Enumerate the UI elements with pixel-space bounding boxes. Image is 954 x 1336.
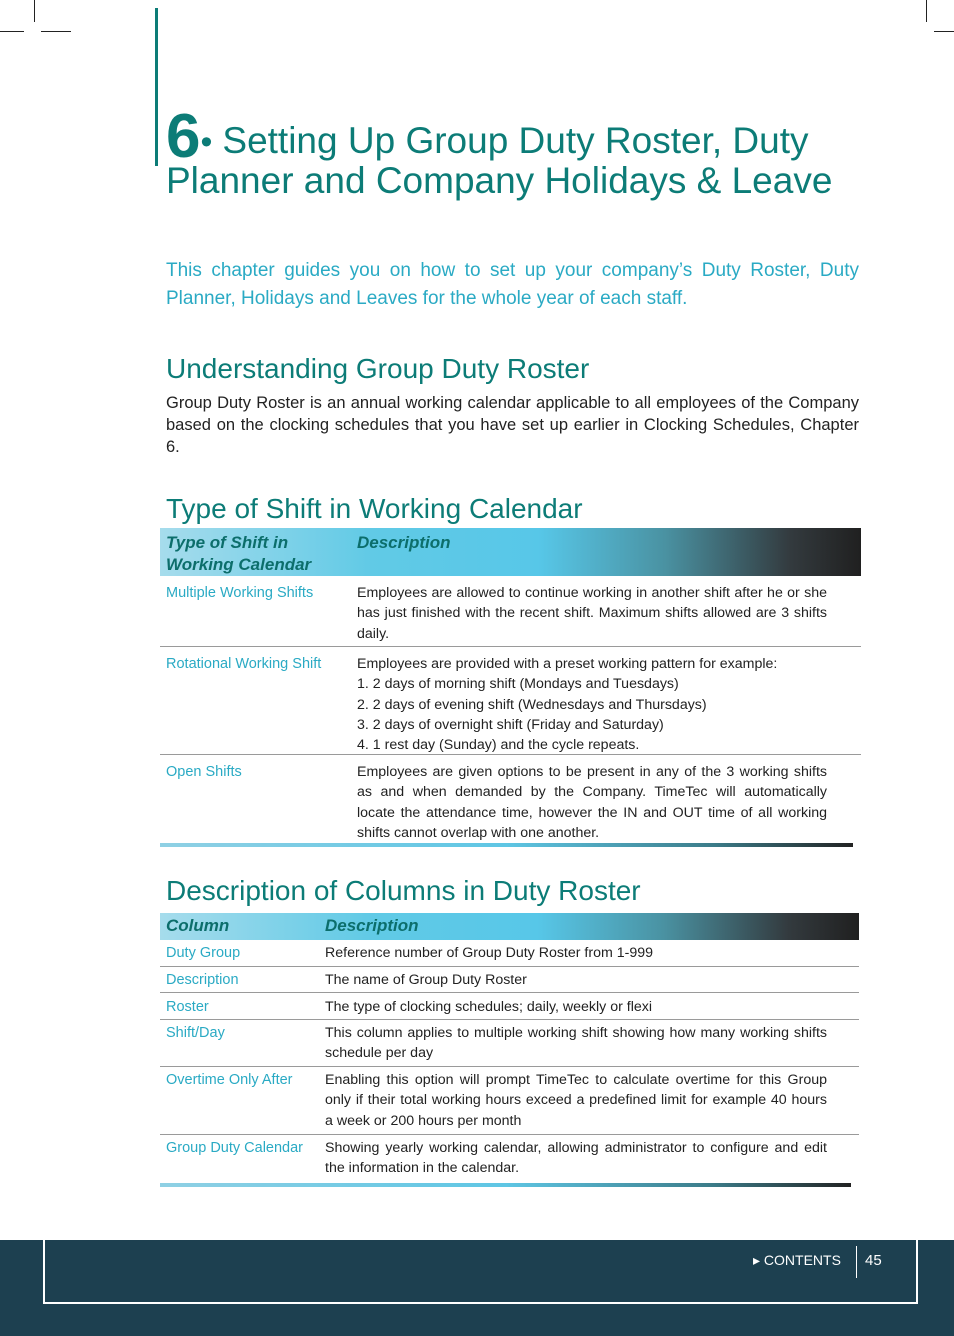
- list-item: 3. 2 days of overnight shift (Friday and Saturday): [357, 716, 664, 733]
- table-row: [160, 1067, 859, 1135]
- row-label: Overtime Only After: [166, 1072, 293, 1088]
- crop-mark: [34, 0, 35, 22]
- row-description: The name of Group Duty Roster: [325, 972, 527, 988]
- crop-mark: [926, 0, 927, 22]
- row-label: Shift/Day: [166, 1025, 225, 1041]
- columns-table: [160, 913, 859, 1187]
- crop-mark: [41, 31, 71, 32]
- table-row: [160, 993, 859, 1020]
- row-description: Showing yearly working calendar, allowing administrator to configure and edit the information in the calendar.: [325, 1140, 827, 1177]
- table-header: [160, 528, 861, 576]
- row-label: Description: [166, 972, 239, 988]
- section-heading-understanding: Understanding Group Duty Roster: [166, 353, 590, 384]
- table-header: [160, 913, 859, 940]
- chapter-title-text: Setting Up Group Duty Roster, Duty Planner and Company Holidays & Leave: [166, 120, 833, 201]
- page-footer: [0, 1240, 954, 1336]
- chapter-title: [166, 102, 861, 201]
- row-description: Employees are allowed to continue working in another shift after he or she has just finished with the recent shift. Maximum shifts allowed are 3 shifts daily.: [357, 585, 827, 642]
- list-item: 4. 1 rest day (Sunday) and the cycle repeats.: [357, 737, 640, 754]
- row-label: Multiple Working Shifts: [166, 585, 314, 601]
- row-description: Employees are given options to be present in any of the 3 working shifts as and when demanded by the Company. TimeTec will automatically locate the attendance time, however the IN and OUT time of all working shifts cannot overlap with one another.: [357, 764, 827, 841]
- row-label: Duty Group: [166, 945, 241, 961]
- chapter-number: 6: [166, 102, 201, 171]
- row-description: [357, 647, 827, 761]
- section-body-understanding: Group Duty Roster is an annual working calendar applicable to all employees of the Company based on the clocking schedules that you have set up earlier in Clocking Schedules, Chapter 6.: [166, 394, 859, 456]
- row-description: Reference number of Group Duty Roster from 1-999: [325, 945, 654, 961]
- row-description: This column applies to multiple working shift showing how many working shifts schedule per day: [325, 1025, 827, 1062]
- shift-types-table: [160, 528, 861, 847]
- contents-link[interactable]: [753, 1252, 841, 1269]
- column-header-description: Description: [357, 533, 451, 552]
- table-row: [160, 755, 861, 843]
- table-row: [160, 1135, 859, 1183]
- row-label: Open Shifts: [166, 764, 242, 780]
- table-row: [160, 967, 859, 993]
- section-heading-shift-types: Type of Shift in Working Calendar: [166, 493, 583, 524]
- section-heading-columns: Description of Columns in Duty Roster: [166, 875, 641, 906]
- page-number: 45: [865, 1252, 882, 1269]
- column-header-type: Type of Shift in Working Calendar: [166, 533, 312, 574]
- crop-mark: [0, 31, 24, 32]
- chapter-intro: This chapter guides you on how to set up your company’s Duty Roster, Duty Planner, Holidays and Leaves for the whole year of each staff.: [166, 260, 859, 309]
- footer-frame: [43, 1240, 918, 1304]
- column-header-description: Description: [325, 916, 419, 935]
- row-label: Group Duty Calendar: [166, 1140, 304, 1156]
- row-description-intro: Employees are provided with a preset working pattern for example:: [357, 656, 778, 672]
- caret-right-icon: ▸: [753, 1252, 761, 1268]
- bullet-dot-icon: •: [200, 123, 213, 161]
- crop-mark: [934, 31, 954, 32]
- row-label: Roster: [166, 999, 209, 1015]
- table-row: [160, 647, 861, 755]
- column-header-column: Column: [166, 916, 230, 935]
- row-label: Rotational Working Shift: [166, 656, 322, 672]
- table-row: [160, 940, 859, 967]
- list-item: 2. 2 days of evening shift (Wednesdays and Thursdays): [357, 696, 707, 713]
- list-item: 1. 2 days of morning shift (Mondays and Tuesdays): [357, 676, 679, 693]
- footer-divider: [856, 1246, 857, 1278]
- pattern-list: [357, 674, 827, 755]
- row-description: Enabling this option will prompt TimeTec to calculate overtime for this Group only if their total working hours exceed a predefined limit for example 40 hours a week or 200 hours per month: [325, 1072, 827, 1129]
- contents-label: CONTENTS: [763, 1252, 841, 1268]
- chapter-accent-bar: [155, 8, 158, 166]
- table-row: [160, 1020, 859, 1067]
- table-row: [160, 576, 861, 647]
- row-description: The type of clocking schedules; daily, weekly or flexi: [325, 999, 652, 1015]
